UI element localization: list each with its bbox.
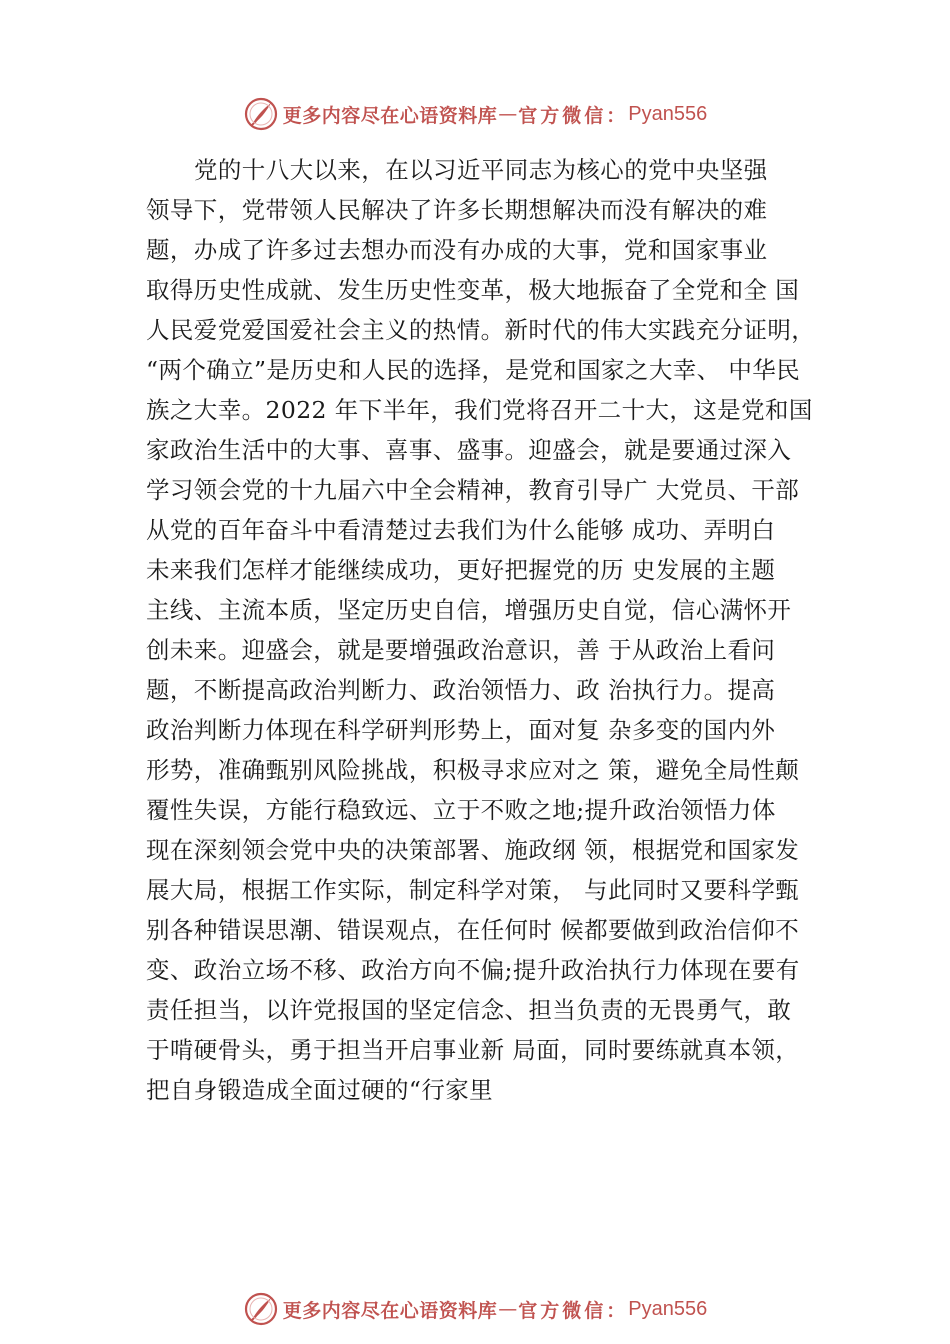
banner-separator: — bbox=[498, 103, 518, 125]
banner-separator: — bbox=[498, 1298, 518, 1320]
body-line: 从党的百年奋斗中看清楚过去我们为什么能够 成功、弄明白 bbox=[146, 516, 776, 544]
banner-wechat-id: Pyan556 bbox=[628, 1297, 708, 1320]
banner-wechat-id: Pyan556 bbox=[628, 102, 708, 125]
quill-pen-logo-icon bbox=[243, 1291, 279, 1327]
body-line: 领导下，党带领人民解决了许多长期想解决而没有解决的难 bbox=[146, 196, 768, 224]
header-banner bbox=[0, 94, 950, 134]
body-line: 政治判断力体现在科学研判形势上，面对复 杂多变的国内外 bbox=[146, 716, 776, 744]
body-line: 把自身锻造成全面过硬的“行家里 bbox=[146, 1076, 494, 1104]
body-line: 形势，准确甄别风险挑战，积极寻求应对之 策，避免全局性颠 bbox=[146, 756, 800, 784]
body-line: 现在深刻领会党中央的决策部署、施政纲 领，根据党和国家发 bbox=[146, 836, 800, 864]
body-line: 责任担当，以许党报国的坚定信念、担当负责的无畏勇气，敢 bbox=[146, 996, 792, 1024]
body-line: 未来我们怎样才能继续成功，更好把握党的历 史发展的主题 bbox=[146, 556, 776, 584]
body-line: 主线、主流本质，坚定历史自信，增强历史自觉，信心满怀开 bbox=[146, 596, 792, 624]
body-line: 取得历史性成就、发生历史性变革，极大地振奋了全党和全 国 bbox=[146, 276, 800, 304]
body-line: 家政治生活中的大事、喜事、盛事。迎盛会，就是要通过深入 bbox=[146, 436, 792, 464]
body-line: 展大局，根据工作实际，制定科学对策， 与此同时又要科学甄 bbox=[146, 876, 800, 904]
body-line: 党的十八大以来，在以习近平同志为核心的党中央坚强 bbox=[194, 156, 768, 184]
body-line: 学习领会党的十九届六中全会精神，教育引导广 大党员、干部 bbox=[146, 476, 800, 504]
body-line: 覆性失误，方能行稳致远、立于不败之地;提升政治领悟力体 bbox=[146, 796, 776, 824]
body-line: 别各种错误思潮、错误观点，在任何时 候都要做到政治信仰不 bbox=[146, 916, 800, 944]
banner-wechat-label: 官方微信： bbox=[518, 104, 629, 127]
banner-title: 更多内容尽在心语资料库 bbox=[282, 104, 498, 127]
document-body bbox=[146, 150, 836, 1110]
body-line: 题，办成了许多过去想办而没有办成的大事，党和国家事业 bbox=[146, 236, 768, 264]
body-line: 变、政治立场不移、政治方向不偏;提升政治执行力体现在要有 bbox=[146, 956, 800, 984]
quill-pen-logo-icon bbox=[243, 96, 279, 132]
body-line: “两个确立”是历史和人民的选择，是党和国家之大幸、 中华民 bbox=[146, 356, 801, 384]
body-line: 创未来。迎盛会，就是要增强政治意识，善 于从政治上看问 bbox=[146, 636, 776, 664]
footer-banner bbox=[0, 1289, 950, 1329]
banner-wechat-label: 官方微信： bbox=[518, 1299, 629, 1322]
body-line: 题，不断提高政治判断力、政治领悟力、政 治执行力。提高 bbox=[146, 676, 776, 704]
body-line: 于啃硬骨头，勇于担当开启事业新 局面，同时要练就真本领， bbox=[146, 1036, 800, 1064]
banner-title: 更多内容尽在心语资料库 bbox=[282, 1299, 498, 1322]
body-line: 人民爱党爱国爱社会主义的热情。新时代的伟大实践充分证明， bbox=[146, 316, 816, 344]
body-line: 族之大幸。2022 年下半年，我们党将召开二十大，这是党和国 bbox=[146, 396, 813, 424]
